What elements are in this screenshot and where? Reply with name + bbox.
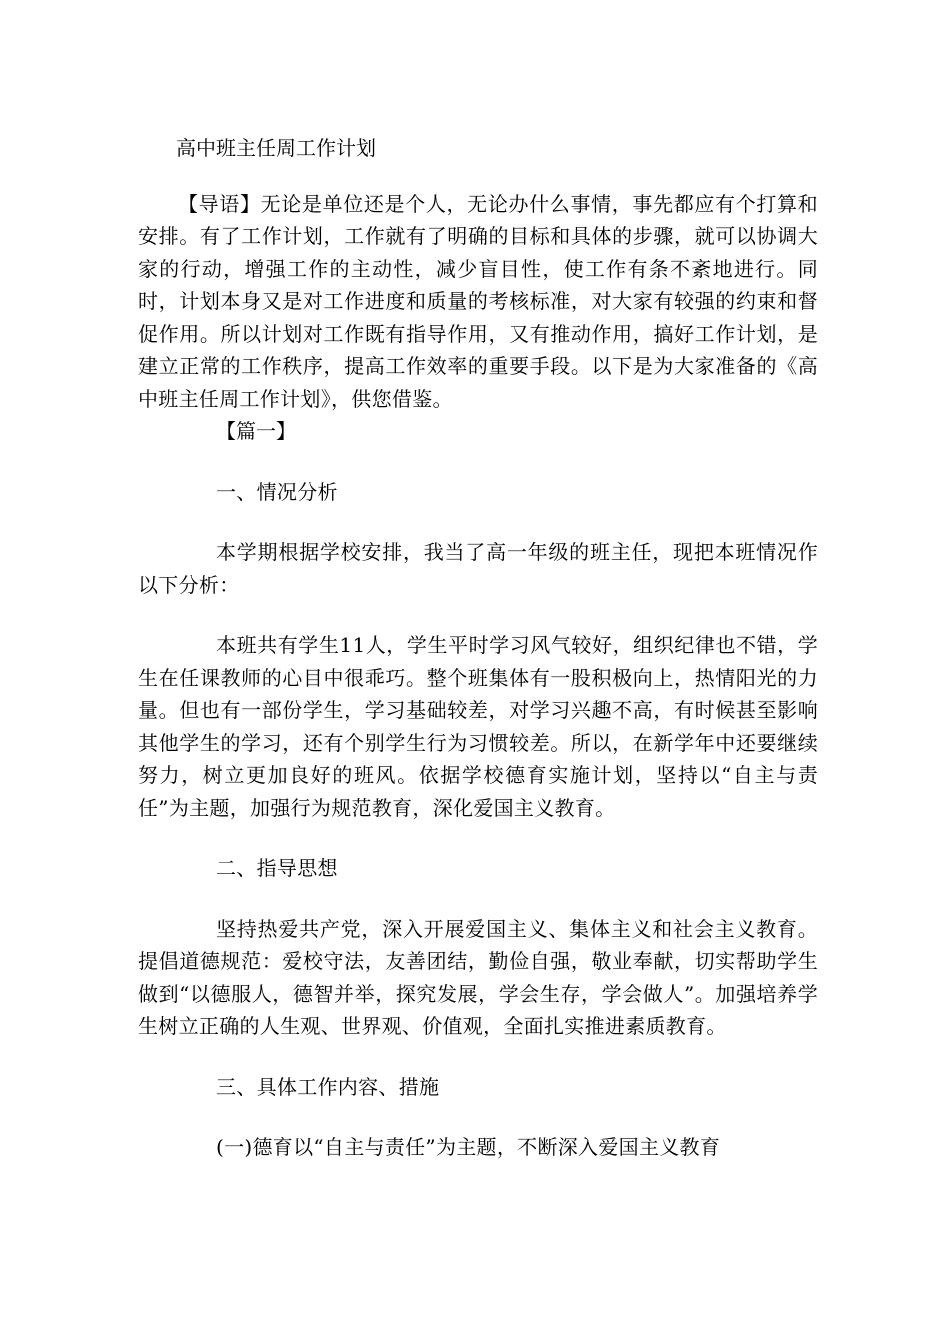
situation-paragraph-1: 本学期根据学校安排，我当了高一年级的班主任，现把本班情况作以下分析： — [138, 540, 818, 597]
document-title: 高中班主任周工作计划 — [176, 136, 376, 160]
section-heading-situation: 一、情况分析 — [216, 479, 338, 504]
measures-subheading-1: (一)德育以“自主与责任”为主题，不断深入爱国主义教育 — [216, 1135, 721, 1159]
guiding-thought-paragraph: 坚持热爱共产党，深入开展爱国主义、集体主义和社会主义教育。提倡道德规范：爱校守法，友善团结，勤俭自强，敬业奉献，切实帮助学生做到“以德服人，德智并举，探究发展，学会生存，学会做人”。加强培养学生树立正确的人生观、世界观、价值观，全面扎实推进素质教育。 — [138, 916, 818, 1038]
situation-paragraph-2: 本班共有学生11人，学生平时学习风气较好，组织纪律也不错，学生在任课教师的心目中很乖巧。整个班集体有一股积极向上，热情阳光的力量。但也有一部份学生，学习基础较差，对学习兴趣不高，有时候甚至影响其他学生的学习，还有个别学生行为习惯较差。所以，在新学年中还要继续努力，树立更加良好的班风。依据学校德育实施计划，坚持以“自主与责任”为主题，加强行为规范教育，深化爱国主义教育。 — [138, 633, 818, 820]
intro-paragraph: 【导语】无论是单位还是个人，无论办什么事情，事先都应有个打算和安排。有了工作计划，工作就有了明确的目标和具体的步骤，就可以协调大家的行动，增强工作的主动性，减少盲目性，使工作有条不紊地进行。同时，计划本身又是对工作进度和质量的考核标准，对大家有较强的约束和督促作用。所以计划对工作既有指导作用，又有推动作用，搞好工作计划，是建立正常的工作秩序，提高工作效率的重要手段。以下是为大家准备的《高中班主任周工作计划》，供您借鉴。 — [138, 191, 818, 411]
part-label: 【篇一】 — [216, 419, 296, 443]
section-heading-guiding-thought: 二、指导思想 — [216, 856, 338, 880]
section-heading-measures: 三、具体工作内容、措施 — [216, 1074, 440, 1099]
document-page — [138, 132, 818, 1164]
